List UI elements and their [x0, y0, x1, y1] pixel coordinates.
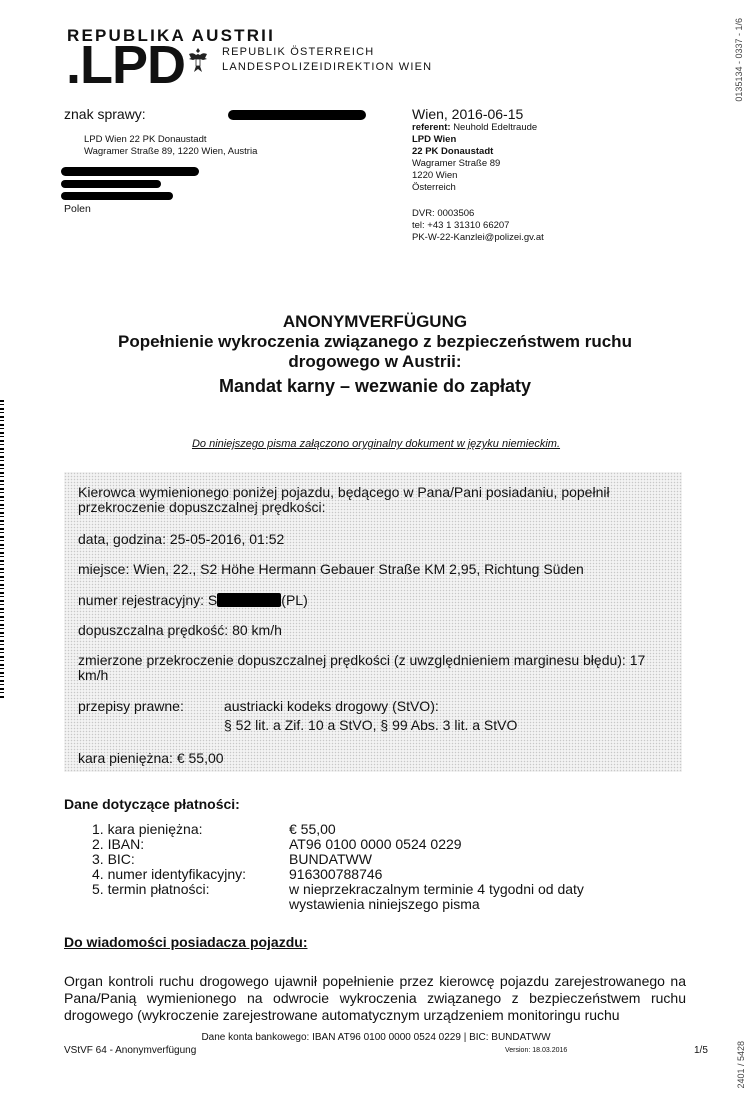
redacted-recipient-street [61, 180, 161, 188]
payment-label-5: 5. termin płatności: [92, 881, 210, 897]
title-line-2: Popełnienie wykroczenia związanego z bezpieczeństwem ruchu [118, 332, 632, 351]
offence-fine: kara pieniężna: € 55,00 [78, 750, 224, 766]
offence-plate [78, 592, 308, 608]
redacted-case-number [228, 110, 366, 120]
document-code-top: 0135134 - 0337 - 1/6 [734, 18, 744, 102]
offence-measured-2: km/h [78, 667, 109, 683]
footer-form: VStVF 64 - Anonymverfügung [64, 1045, 197, 1056]
republic-heading: REPUBLIKA AUSTRII [67, 26, 276, 45]
lpd-logo: .LPD [66, 35, 186, 95]
payment-value-3: BUNDATWW [289, 851, 372, 867]
document-title [60, 312, 690, 397]
owner-notice-text: Organ kontroli ruchu drogowego ujawnił popełnienie przez kierowcę pojazdu zarejestrowanego na Pana/Panią wymienionego na odwrocie wykroczenia związanego z bezpieczeństwem ruchu drogowego (wykroczenie zarejestrowane automatycznym urządzeniem monitoringu ruchu [64, 973, 686, 1023]
office-dvr: DVR: 0003506 [412, 208, 475, 219]
offence-measured-1: zmierzone przekroczenie dopuszczalnej prędkości (z uwzględnieniem marginesu błędu): 17 [78, 652, 646, 668]
referent-name: Neuhold Edeltraude [453, 122, 538, 133]
plate-label: numer rejestracyjny: S [78, 592, 218, 608]
attachment-note-text: Do niniejszego pisma załączono oryginalny dokument w języku niemieckim. [191, 438, 561, 450]
payment-label-3: 3. BIC: [92, 851, 135, 867]
referent-label: referent: [412, 122, 451, 133]
office-street: Wagramer Straße 89 [412, 158, 501, 169]
eagle-emblem-icon [187, 46, 209, 74]
office-country: Österreich [412, 182, 456, 193]
payment-value-4: 916300788746 [289, 866, 383, 882]
title-line-1: ANONYMVERFÜGUNG [282, 312, 468, 331]
redacted-recipient-name [61, 167, 199, 176]
sender-line-1: LPD Wien 22 PK Donaustadt [84, 134, 207, 145]
offence-intro-2: przekroczenie dopuszczalnej prędkości: [78, 499, 326, 515]
law-label: przepisy prawne: [78, 698, 184, 714]
office-org-1: LPD Wien [412, 134, 457, 145]
office-org-2: 22 PK Donaustadt [412, 146, 494, 157]
payment-value-1: € 55,00 [289, 821, 336, 837]
police-directorate: LANDESPOLIZEIDIREKTION WIEN [222, 61, 433, 73]
redacted-plate [217, 593, 281, 607]
footer-version: Version: 18.03.2016 [505, 1047, 568, 1054]
title-line-4: Mandat karny – wezwanie do zapłaty [218, 376, 532, 396]
document-code-bottom: 2401 / 5428 [736, 1041, 746, 1089]
title-line-3: drogowego w Austrii: [288, 352, 462, 371]
payment-heading: Dane dotyczące płatności: [64, 796, 240, 812]
offence-place: miejsce: Wien, 22., S2 Höhe Hermann Gebauer Straße KM 2,95, Richtung Süden [78, 561, 584, 577]
recipient-country: Polen [64, 203, 91, 215]
redacted-recipient-city [61, 192, 173, 200]
referent [412, 122, 537, 133]
payment-label-1: 1. kara pieniężna: [92, 821, 203, 837]
footer-bank: Dane konta bankowego: IBAN AT96 0100 0000 0524 0229 | BIC: BUNDATWW [201, 1032, 551, 1043]
offence-speed-limit: dopuszczalna prędkość: 80 km/h [78, 622, 282, 638]
offence-datetime: data, godzina: 25-05-2016, 01:52 [78, 531, 285, 547]
sender-line-2: Wagramer Straße 89, 1220 Wien, Austria [84, 146, 258, 157]
republic-subtitle: REPUBLIK ÖSTERREICH [222, 46, 375, 58]
office-phone: tel: +43 1 31310 66207 [412, 220, 510, 231]
plate-suffix: (PL) [281, 592, 308, 608]
law-line-2: § 52 lit. a Zif. 10 a StVO, § 99 Abs. 3 lit. a StVO [224, 717, 518, 733]
payment-deadline-2: wystawienia niniejszego pisma [289, 896, 480, 912]
law-line-1: austriacki kodeks drogowy (StVO): [224, 698, 439, 714]
payment-value-2: AT96 0100 0000 0524 0229 [289, 836, 462, 852]
payment-label-4: 4. numer identyfikacyjny: [92, 866, 247, 882]
office-email: PK-W-22-Kanzlei@polizei.gv.at [412, 232, 544, 243]
offence-intro-1: Kierowca wymienionego poniżej pojazdu, będącego w Pana/Pani posiadaniu, popełnił [78, 484, 610, 500]
case-number-label: znak sprawy: [64, 106, 146, 122]
payment-value-5: w nieprzekraczalnym terminie 4 tygodni od daty [289, 881, 584, 897]
attachment-note [0, 438, 752, 450]
payment-label-2: 2. IBAN: [92, 836, 145, 852]
page-number: 1/5 [694, 1045, 708, 1056]
office-city: 1220 Wien [412, 170, 458, 181]
document-date: Wien, 2016-06-15 [412, 106, 524, 122]
owner-notice-heading: Do wiadomości posiadacza pojazdu: [64, 934, 308, 950]
